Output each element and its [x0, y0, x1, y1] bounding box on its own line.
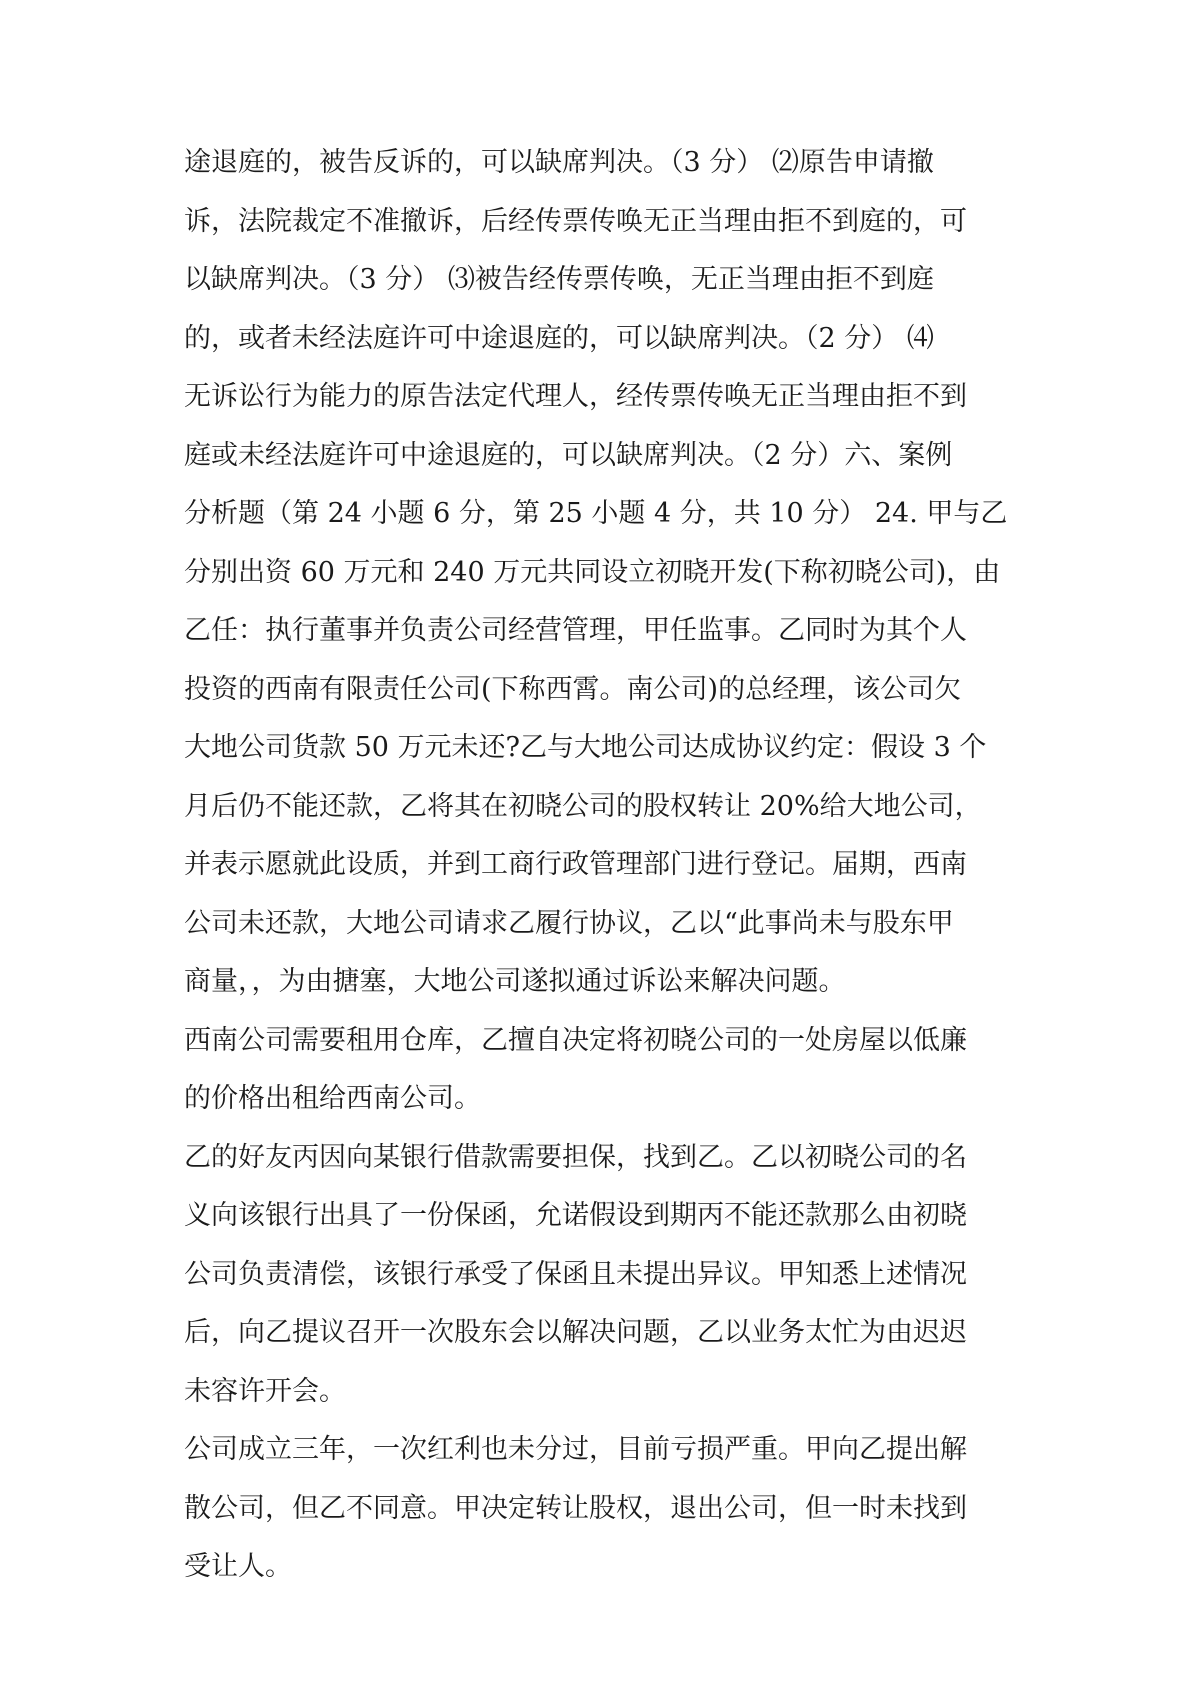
text-line: 后，向乙提议召开一次股东会以解决问题，乙以业务太忙为由迟迟 [184, 1317, 967, 1348]
document-page [184, 134, 1014, 1597]
text-line: 以缺席判决。（3 分） ⑶被告经传票传唤，无正当理由拒不到庭 [184, 264, 934, 295]
text-line: 西南公司需要租用仓库，乙擅自决定将初晓公司的一处房屋以低廉 [184, 1024, 967, 1056]
text-line: 的价格出租给西南公司。 [184, 1083, 481, 1114]
text-line: 散公司，但乙不同意。甲决定转让股权，退出公司，但一时未找到 [184, 1492, 967, 1524]
text-line: 途退庭的，被告反诉的，可以缺席判决。（3 分） ⑵原告申请撤 [184, 147, 934, 178]
text-line: 的，或者未经法庭许可中途退庭的，可以缺席判决。（2 分） ⑷ [184, 322, 934, 354]
text-line: 义向该银行出具了一份保函，允诺假设到期丙不能还款那么由初晓 [184, 1200, 967, 1231]
text-line: 分析题（第 24 小题 6 分，第 25 小题 4 分，共 10 分） 24. 甲与乙 [184, 498, 1008, 529]
text-line: 公司负责清偿，该银行承受了保函且未提出异议。甲知悉上述情况 [184, 1258, 967, 1290]
text-line: 乙的好友丙因向某银行借款需要担保，找到乙。乙以初晓公司的名 [184, 1141, 967, 1173]
text-line: 商量，，为由搪塞，大地公司遂拟通过诉讼来解决问题。 [184, 966, 846, 997]
text-line: 诉，法院裁定不准撤诉，后经传票传唤无正当理由拒不到庭的，可 [184, 205, 967, 237]
text-line: 投资的西南有限责任公司(下称西霄。南公司)的总经理，该公司欠 [184, 673, 962, 705]
paragraph-2 [184, 1012, 1014, 1129]
text-line: 受让人。 [184, 1551, 292, 1582]
text-line: 公司未还款，大地公司请求乙履行协议，乙以“此事尚未与股东甲 [184, 907, 954, 939]
text-line: 月后仍不能还款，乙将其在初晓公司的股权转让 20%给大地公司， [184, 790, 982, 822]
text-line: 未容许开会。 [184, 1375, 346, 1407]
paragraph-1 [184, 134, 1014, 1012]
text-line: 乙任：执行董事并负责公司经营管理，甲任监事。乙同时为其个人 [184, 615, 967, 646]
text-line: 庭或未经法庭许可中途退庭的，可以缺席判决。（2 分）六、案例 [184, 439, 953, 471]
text-line: 无诉讼行为能力的原告法定代理人，经传票传唤无正当理由拒不到 [184, 381, 967, 412]
text-line: 并表示愿就此设质，并到工商行政管理部门进行登记。届期，西南 [184, 849, 967, 880]
paragraph-3 [184, 1129, 1014, 1422]
paragraph-4 [184, 1421, 1014, 1597]
text-line: 分别出资 60 万元和 240 万元共同设立初晓开发(下称初晓公司)，由 [184, 556, 1001, 588]
text-line: 大地公司货款 50 万元未还?乙与大地公司达成协议约定：假设 3 个 [184, 732, 987, 763]
text-line: 公司成立三年，一次红利也未分过，目前亏损严重。甲向乙提出解 [184, 1434, 967, 1465]
